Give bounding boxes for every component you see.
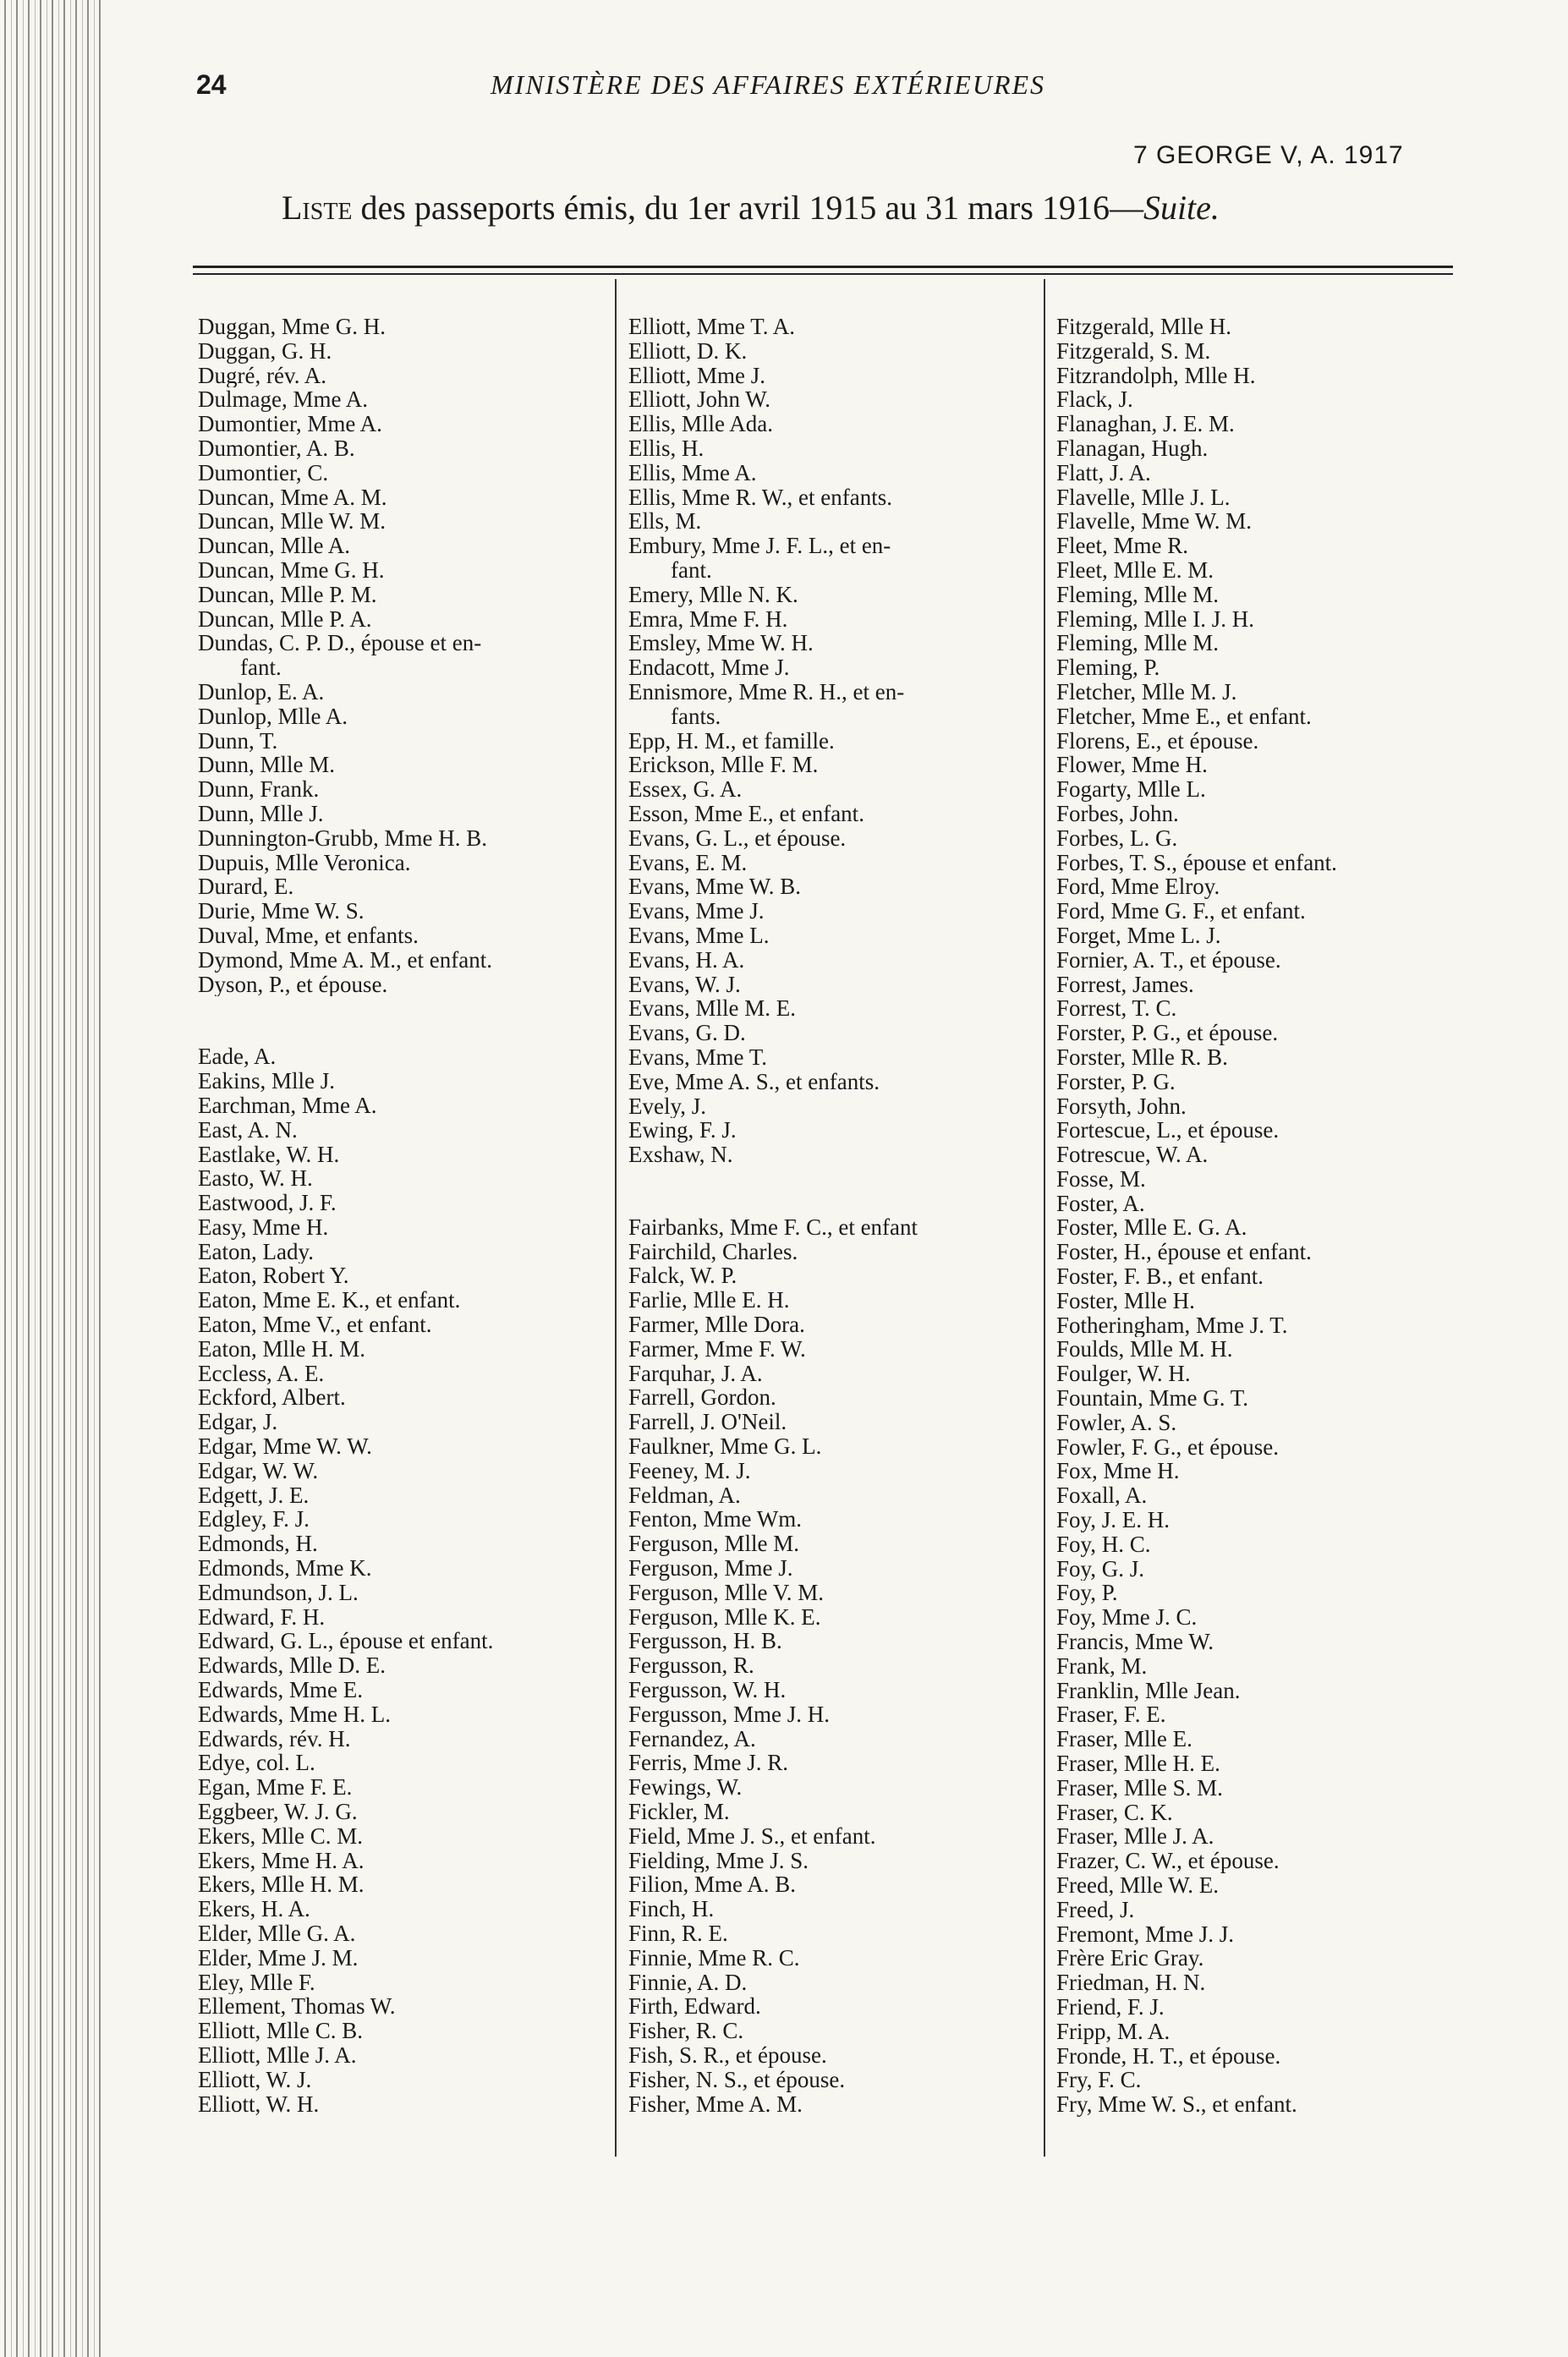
list-entry: Fraser, Mlle J. A. — [1056, 1824, 1214, 1850]
list-entry: Foulds, Mlle M. H. — [1056, 1337, 1233, 1362]
list-entry: Fisher, N. S., et épouse. — [628, 2067, 846, 2092]
list-entry: Ferguson, Mlle M. — [628, 1532, 800, 1557]
list-entry: Flavelle, Mlle J. L. — [1056, 485, 1231, 510]
list-entry: Foy, Mme J. C. — [1056, 1605, 1198, 1631]
list-entry: Dunnington-Grubb, Mme H. B. — [198, 825, 487, 851]
list-entry: fant. — [671, 557, 712, 583]
list-entry: Elder, Mlle G. A. — [198, 1921, 356, 1946]
list-entry: Foulger, W. H. — [1056, 1362, 1191, 1387]
list-entry: Fotrescue, W. A. — [1056, 1143, 1209, 1167]
list-entry: Ells, M. — [628, 509, 702, 534]
list-entry: Dunlop, E. A. — [198, 679, 325, 704]
list-entry: Ford, Mme Elroy. — [1056, 874, 1220, 900]
list-title — [282, 188, 1220, 227]
list-entry: Flanaghan, J. E. M. — [1056, 412, 1235, 436]
list-entry: Edwards, Mme E. — [198, 1678, 363, 1702]
list-entry: Fortescue, L., et épouse. — [1056, 1118, 1280, 1143]
list-entry: Edwards, rév. H. — [198, 1726, 351, 1751]
list-entry: Embury, Mme J. F. L., et en- — [628, 534, 891, 558]
list-entry: Dunlop, Mlle A. — [198, 704, 348, 729]
list-entry: Fronde, H. T., et épouse. — [1056, 2043, 1281, 2069]
list-entry: Fleming, Mlle I. J. H. — [1056, 606, 1254, 632]
list-entry: Duncan, Mlle P. M. — [198, 582, 377, 607]
list-entry: Duval, Mme, et enfants. — [198, 923, 419, 948]
list-entry: Farlie, Mlle E. H. — [628, 1288, 790, 1313]
column-2 — [628, 315, 1043, 2116]
list-entry: Duncan, Mme A. M. — [198, 485, 387, 510]
list-entry: Foster, F. B., et enfant. — [1056, 1264, 1264, 1289]
list-entry: Finnie, Mme R. C. — [628, 1945, 800, 1971]
list-entry: Fletcher, Mme E., et enfant. — [1056, 704, 1312, 729]
list-entry: Ferguson, Mme J. — [628, 1556, 793, 1581]
list-entry: Fickler, M. — [628, 1800, 730, 1824]
list-entry: Freed, J. — [1056, 1897, 1135, 1922]
list-entry: Earchman, Mme A. — [198, 1093, 377, 1118]
list-entry: Easy, Mme H. — [198, 1214, 329, 1240]
list-entry: Forsyth, John. — [1056, 1094, 1187, 1119]
list-entry: Dunn, Mlle M. — [198, 753, 335, 778]
list-entry: Finn, R. E. — [628, 1921, 728, 1946]
list-entry: Edmonds, H. — [198, 1532, 318, 1557]
list-entry: Emra, Mme F. H. — [628, 606, 788, 632]
list-title-suite: Suite. — [1143, 189, 1220, 227]
list-entry: Eggbeer, W. J. G. — [198, 1800, 358, 1824]
list-entry: Edmundson, J. L. — [198, 1580, 359, 1605]
list-entry: Essex, G. A. — [628, 777, 743, 802]
list-entry: Frazer, C. W., et épouse. — [1056, 1849, 1280, 1873]
list-entry: Forbes, T. S., épouse et enfant. — [1056, 850, 1337, 875]
list-entry: Fish, S. R., et épouse. — [628, 2042, 827, 2068]
list-entry: Edgley, F. J. — [198, 1507, 310, 1532]
list-entry: Farmer, Mme F. W. — [628, 1336, 806, 1362]
list-entry: Duncan, Mlle W. M. — [198, 509, 386, 534]
list-entry: Dyson, P., et épouse. — [198, 972, 388, 997]
list-entry: Finch, H. — [628, 1897, 715, 1921]
list-entry: Fripp, M. A. — [1056, 2019, 1171, 2044]
table-top-rule-thin — [193, 273, 1453, 275]
list-entry: Edgar, Mme W. W. — [198, 1434, 372, 1459]
list-entry: Ferguson, Mlle K. E. — [628, 1604, 821, 1630]
list-entry: Foster, Mlle E. G. A. — [1056, 1215, 1247, 1241]
section-gap — [198, 996, 612, 1044]
list-entry: Flack, J. — [1056, 387, 1133, 413]
list-entry: Dumontier, A. B. — [198, 436, 355, 461]
list-entry: Fotheringham, Mme J. T. — [1056, 1313, 1288, 1338]
list-entry: Fenton, Mme Wm. — [628, 1507, 802, 1532]
list-entry: Evans, E. M. — [628, 850, 748, 875]
list-entry: Fry, Mme W. S., et enfant. — [1056, 2092, 1297, 2117]
list-entry: Fielding, Mme J. S. — [628, 1848, 809, 1873]
list-entry: Dundas, C. P. D., épouse et en- — [198, 631, 482, 656]
list-entry: Ekers, Mlle H. M. — [198, 1872, 365, 1898]
list-entry: Elliott, John W. — [628, 387, 771, 413]
list-entry: Fogarty, Mlle L. — [1056, 777, 1206, 802]
list-entry: Evans, Mlle M. E. — [628, 996, 796, 1022]
list-entry: Fergusson, Mme J. H. — [628, 1702, 831, 1727]
list-entry: Duggan, Mme G. H. — [198, 315, 386, 339]
list-entry: Fisher, R. C. — [628, 2019, 744, 2043]
list-entry: Evans, W. J. — [628, 972, 741, 997]
list-entry: Ellis, Mlle Ada. — [628, 412, 773, 436]
section-gap — [628, 1167, 1043, 1215]
list-entry: Eve, Mme A. S., et enfants. — [628, 1069, 880, 1094]
list-entry: Evans, Mme J. — [628, 899, 765, 924]
list-entry: Duggan, G. H. — [198, 338, 332, 364]
list-entry: Endacott, Mme J. — [628, 655, 790, 680]
list-entry: Fraser, Mlle E. — [1056, 1727, 1192, 1752]
list-entry: Fowler, F. G., et épouse. — [1056, 1434, 1279, 1460]
list-entry: Ellis, Mme A. — [628, 460, 757, 485]
list-entry: Firth, Edward. — [628, 1994, 761, 2020]
list-entry: Exshaw, N. — [628, 1143, 733, 1167]
table-top-rule — [193, 266, 1453, 268]
list-entry: Durie, Mme W. S. — [198, 899, 365, 924]
list-entry: Elliott, Mlle C. B. — [198, 2019, 364, 2043]
list-entry: Foxall, A. — [1056, 1483, 1148, 1509]
list-entry: Eaton, Mme E. K., et enfant. — [198, 1288, 461, 1313]
list-entry: Farrell, Gordon. — [628, 1385, 776, 1411]
list-entry: Foy, G. J. — [1056, 1556, 1145, 1581]
column-3 — [1056, 315, 1471, 2117]
list-entry: Eastwood, J. F. — [198, 1191, 337, 1215]
list-entry: fants. — [671, 704, 721, 729]
list-entry: Fornier, A. T., et épouse. — [1056, 947, 1281, 973]
list-entry: Fox, Mme H. — [1056, 1459, 1180, 1484]
list-entry: Frère Eric Gray. — [1056, 1946, 1204, 1971]
list-entry: Fraser, F. E. — [1056, 1702, 1166, 1728]
list-entry: Evans, Mme W. B. — [628, 874, 802, 900]
list-entry: Forrest, James. — [1056, 972, 1194, 997]
list-entry: Emery, Mlle N. K. — [628, 582, 798, 607]
list-entry: Evely, J. — [628, 1094, 706, 1119]
list-entry: fant. — [240, 655, 282, 680]
list-entry: Foster, Mlle H. — [1056, 1288, 1195, 1313]
list-entry: Eaton, Lady. — [198, 1239, 314, 1264]
list-entry: Farrell, J. O'Neil. — [628, 1410, 787, 1435]
list-entry: Elliott, Mlle J. A. — [198, 2042, 357, 2068]
list-entry: Elliott, W. J. — [198, 2067, 312, 2092]
list-title-lead: Liste — [282, 189, 353, 227]
list-entry: Fraser, C. K. — [1056, 1800, 1173, 1825]
list-entry: Field, Mme J. S., et enfant. — [628, 1823, 876, 1849]
list-entry: Evans, H. A. — [628, 947, 745, 973]
list-entry: Egan, Mme F. E. — [198, 1775, 353, 1801]
list-entry: Fisher, Mme A. M. — [628, 2091, 803, 2117]
list-entry: Dupuis, Mlle Veronica. — [198, 850, 411, 875]
list-entry: Flavelle, Mme W. M. — [1056, 509, 1252, 534]
list-entry: Fleming, Mlle M. — [1056, 582, 1220, 607]
list-entry: Fleming, P. — [1056, 655, 1160, 680]
list-entry: Ellement, Thomas W. — [198, 1994, 396, 2020]
list-entry: Fowler, A. S. — [1056, 1410, 1177, 1435]
list-entry: Ekers, H. A. — [198, 1897, 310, 1921]
list-entry: Forster, P. G., et épouse. — [1056, 1021, 1279, 1045]
list-entry: Evans, Mme L. — [628, 923, 770, 948]
binding-edge — [0, 0, 101, 2357]
list-entry: Forbes, John. — [1056, 801, 1179, 826]
list-entry: Fergusson, H. B. — [628, 1629, 782, 1654]
list-entry: Forster, Mlle R. B. — [1056, 1044, 1228, 1070]
list-entry: Epp, H. M., et famille. — [628, 728, 835, 754]
list-entry: Foy, J. E. H. — [1056, 1508, 1171, 1532]
column-divider — [615, 279, 617, 2157]
list-entry: Fleet, Mme R. — [1056, 534, 1188, 558]
list-entry: Fitzrandolph, Mlle H. — [1056, 363, 1256, 388]
column-divider — [1044, 279, 1045, 2157]
list-entry: Forrest, T. C. — [1056, 996, 1177, 1022]
list-entry: Edmonds, Mme K. — [198, 1556, 372, 1581]
list-entry: Evans, G. L., et épouse. — [628, 825, 847, 851]
list-entry: Farquhar, J. A. — [628, 1361, 763, 1386]
list-entry: Forget, Mme L. J. — [1056, 923, 1221, 948]
list-entry: Farmer, Mlle Dora. — [628, 1313, 805, 1337]
list-entry: Fleming, Mlle M. — [1056, 631, 1220, 656]
list-title-rest: des passeports émis, du 1er avril 1915 au 31 mars 1916— — [352, 189, 1143, 227]
list-entry: Florens, E., et épouse. — [1056, 728, 1259, 754]
list-entry: Duncan, Mlle P. A. — [198, 606, 372, 632]
list-entry: Edwards, Mlle D. E. — [198, 1653, 386, 1679]
list-entry: Fewings, W. — [628, 1775, 743, 1801]
list-entry: Edye, col. L. — [198, 1751, 315, 1776]
list-entry: Fremont, Mme J. J. — [1056, 1921, 1235, 1947]
list-entry: Feldman, A. — [628, 1483, 741, 1508]
list-entry: East, A. N. — [198, 1117, 298, 1143]
list-entry: Fernandez, A. — [628, 1726, 756, 1751]
list-entry: Eade, A. — [198, 1044, 277, 1070]
list-entry: Faulkner, Mme G. L. — [628, 1434, 822, 1459]
list-entry: Evans, Mme T. — [628, 1044, 767, 1070]
list-entry: Edgar, J. — [198, 1410, 278, 1435]
list-entry: Frank, M. — [1056, 1653, 1148, 1679]
list-entry: Duncan, Mme G. H. — [198, 557, 385, 583]
list-entry: Forster, P. G. — [1056, 1069, 1176, 1094]
list-entry: Foster, H., épouse et enfant. — [1056, 1240, 1312, 1265]
list-entry: Edgar, W. W. — [198, 1458, 319, 1483]
list-entry: Elliott, Mme J. — [628, 363, 765, 388]
list-entry: Francis, Mme W. — [1056, 1630, 1214, 1654]
list-entry: Evans, G. D. — [628, 1021, 746, 1045]
list-entry: Fletcher, Mlle M. J. — [1056, 679, 1237, 704]
list-entry: Dugré, rév. A. — [198, 363, 326, 388]
list-entry: Elliott, W. H. — [198, 2091, 320, 2117]
column-1 — [198, 315, 612, 2116]
list-entry: Fitzgerald, S. M. — [1056, 338, 1211, 364]
list-entry: Freed, Mlle W. E. — [1056, 1873, 1219, 1898]
list-entry: Fergusson, W. H. — [628, 1678, 787, 1702]
list-entry: Ennismore, Mme R. H., et en- — [628, 679, 905, 704]
list-entry: Eakins, Mlle J. — [198, 1069, 335, 1094]
running-header: MINISTÈRE DES AFFAIRES EXTÉRIEURES — [491, 69, 1046, 100]
list-entry: Eaton, Mlle H. M. — [198, 1336, 365, 1362]
list-entry: Duncan, Mlle A. — [198, 534, 350, 558]
list-entry: Foster, A. — [1056, 1191, 1145, 1216]
list-entry: Flanagan, Hugh. — [1056, 436, 1209, 461]
list-entry: Dunn, T. — [198, 728, 278, 754]
list-entry: Edward, F. H. — [198, 1604, 326, 1630]
list-entry: Esson, Mme E., et enfant. — [628, 801, 864, 826]
list-entry: Finnie, A. D. — [628, 1970, 748, 1995]
page-number: 24 — [196, 69, 227, 100]
list-entry: Eccless, A. E. — [198, 1361, 325, 1386]
list-entry: Erickson, Mlle F. M. — [628, 753, 819, 778]
list-entry: Feeney, M. J. — [628, 1458, 751, 1483]
list-entry: Eley, Mlle F. — [198, 1970, 315, 1995]
list-entry: Fergusson, R. — [628, 1653, 754, 1679]
list-entry: Fosse, M. — [1056, 1166, 1146, 1192]
list-entry: Ekers, Mlle C. M. — [198, 1823, 363, 1849]
list-entry: Ellis, Mme R. W., et enfants. — [628, 485, 892, 510]
list-entry: Dumontier, C. — [198, 460, 329, 485]
list-entry: Fairbanks, Mme F. C., et enfant — [628, 1214, 918, 1240]
list-entry: Edwards, Mme H. L. — [198, 1702, 391, 1727]
list-entry: Friedman, H. N. — [1056, 1971, 1206, 1995]
list-entry: Edward, G. L., épouse et enfant. — [198, 1629, 494, 1654]
list-entry: Filion, Mme A. B. — [628, 1872, 797, 1898]
list-entry: Dumontier, Mme A. — [198, 412, 382, 436]
list-entry: Eckford, Albert. — [198, 1385, 346, 1411]
list-entry: Friend, F. J. — [1056, 1994, 1165, 2020]
list-entry: Fountain, Mme G. T. — [1056, 1386, 1248, 1411]
list-entry: Eaton, Robert Y. — [198, 1263, 349, 1289]
list-entry: Dunn, Mlle J. — [198, 801, 324, 826]
list-entry: Eaton, Mme V., et enfant. — [198, 1313, 432, 1337]
list-entry: Elliott, Mme T. A. — [628, 315, 796, 339]
list-entry: Forbes, L. G. — [1056, 825, 1178, 851]
list-entry: Fry, F. C. — [1056, 2068, 1142, 2093]
list-entry: Dymond, Mme A. M., et enfant. — [198, 947, 492, 973]
list-entry: Falck, W. P. — [628, 1263, 737, 1289]
list-entry: Flatt, J. A. — [1056, 460, 1151, 485]
list-entry: Franklin, Mlle Jean. — [1056, 1678, 1241, 1703]
list-entry: Ford, Mme G. F., et enfant. — [1056, 899, 1306, 924]
list-entry: Ewing, F. J. — [628, 1118, 737, 1143]
list-entry: Eastlake, W. H. — [198, 1142, 340, 1167]
list-entry: Ferris, Mme J. R. — [628, 1751, 788, 1776]
list-entry: Fitzgerald, Mlle H. — [1056, 315, 1231, 339]
list-entry: Fairchild, Charles. — [628, 1239, 798, 1264]
list-entry: Emsley, Mme W. H. — [628, 631, 814, 656]
list-entry: Foy, H. C. — [1056, 1532, 1151, 1557]
list-entry: Foy, P. — [1056, 1581, 1118, 1606]
list-entry: Easto, W. H. — [198, 1166, 313, 1192]
list-entry: Ferguson, Mlle V. M. — [628, 1580, 825, 1605]
list-entry: Ellis, H. — [628, 436, 705, 461]
list-entry: Dunn, Frank. — [198, 777, 320, 802]
list-entry: Ekers, Mme H. A. — [198, 1848, 365, 1873]
list-entry: Elder, Mme J. M. — [198, 1945, 359, 1971]
list-entry: Edgett, J. E. — [198, 1483, 310, 1508]
list-entry: Durard, E. — [198, 874, 294, 900]
list-entry: Flower, Mme H. — [1056, 753, 1208, 778]
list-entry: Fraser, Mlle H. E. — [1056, 1751, 1220, 1776]
list-entry: Fraser, Mlle S. M. — [1056, 1775, 1223, 1801]
list-entry: Fleet, Mlle E. M. — [1056, 557, 1214, 583]
year-line: 7 GEORGE V, A. 1917 — [1133, 141, 1404, 169]
list-entry: Dulmage, Mme A. — [198, 387, 368, 413]
list-entry: Elliott, D. K. — [628, 338, 748, 364]
